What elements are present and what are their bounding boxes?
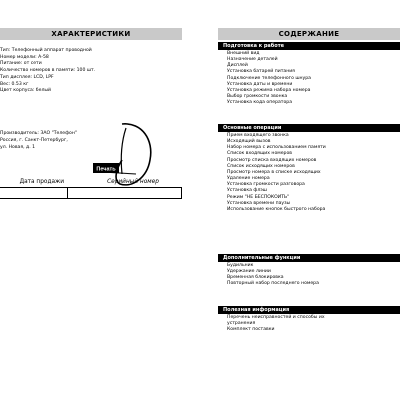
contents-item: Удержание линии — [227, 269, 271, 275]
contents-item: Установка громкости разговора — [227, 182, 305, 188]
contents-item: Комплект поставки — [227, 327, 275, 333]
serial-number-label: Серийный номер — [107, 179, 159, 185]
contents-item: Дисплей — [227, 63, 248, 69]
spec-line: Питание: от сети — [0, 61, 42, 67]
section-preparation — [218, 42, 400, 106]
contents-item: Исходящий вызов — [227, 139, 271, 145]
contents-item: Режим "НЕ БЕСПОКОИТЬ" — [227, 194, 290, 200]
contents-item: Просмотр списка входящих номеров — [227, 157, 317, 163]
contents-item: Просмотр номера в списке исходящих — [227, 169, 321, 175]
contents-item: Использование кнопок быстрого набора — [227, 206, 326, 212]
contents-item: Установка режима набора номера — [227, 87, 311, 93]
section-items — [218, 50, 400, 106]
characteristics-header: ХАРАКТЕРИСТИКИ — [0, 28, 182, 40]
contents-header: СОДЕРЖАНИЕ — [218, 28, 400, 40]
spec-line: Количество номеров в памяти: 100 шт. — [0, 68, 96, 74]
contents-item: Будильник — [227, 263, 254, 268]
section-title: Подготовка к работе — [218, 42, 400, 50]
contents-item: Временная блокировка — [227, 275, 284, 281]
section-items — [218, 314, 400, 333]
sale-date-field — [0, 187, 68, 199]
left-column — [0, 28, 185, 218]
contents-item: Удаление номера — [227, 176, 270, 182]
contents-item: Установка даты и времени — [227, 81, 293, 87]
contents-item: Назначение деталей — [227, 57, 278, 63]
section-extra-functions — [218, 254, 400, 288]
section-basic-operations — [218, 124, 400, 213]
contents-item: Повторный набор последнего номера — [227, 281, 319, 287]
contents-item: Выбор громкости звонка — [227, 94, 288, 100]
section-title: Основные операции — [218, 124, 400, 132]
stamp-text: Печать — [96, 166, 116, 173]
spec-line: Тип: Телефонный аппарат проводной — [0, 48, 92, 53]
vendor-line: Производитель: ЗАО "Телефон" — [0, 131, 77, 136]
section-title: Полезная информация — [218, 306, 400, 314]
vendor-info — [0, 131, 90, 151]
vendor-line: Россия, г. Санкт-Петербург, — [0, 137, 68, 143]
section-items — [218, 132, 400, 213]
section-title: Дополнительные функции — [218, 254, 400, 262]
contents-item: Подключение телефонного шнура — [227, 75, 311, 81]
specs-list — [0, 48, 182, 95]
contents-item: Установка батарей питания — [227, 69, 295, 75]
contents-item: Внешний вид — [227, 51, 260, 56]
section-items — [218, 262, 400, 288]
section-useful-info — [218, 306, 400, 333]
contents-item: Установка времени паузы — [227, 200, 291, 206]
contents-item: Список исходящих номеров — [227, 163, 295, 169]
contents-item: Установка флэш — [227, 188, 267, 194]
contents-item: устранения — [227, 321, 256, 327]
spec-line: Номер модели: А-58 — [0, 54, 49, 60]
sale-date-label: Дата продажи — [19, 179, 64, 185]
contents-item: Прием входящего звонка — [227, 133, 289, 138]
spec-line: Вес: 0.53 кг — [0, 81, 29, 87]
spec-line: Цвет корпуса: белый — [0, 88, 52, 94]
contents-item: Перечень неисправностей и способы их — [227, 315, 325, 320]
serial-number-field — [67, 187, 182, 199]
contents-item: Набор номера с использованием памяти — [227, 145, 326, 151]
contents-item: Список входящих номеров — [227, 151, 292, 157]
vendor-line: ул. Новая, д. 1 — [0, 144, 36, 150]
spec-line: Тип дисплея: LCD, LPF — [0, 74, 54, 80]
contents-item: Установка кода оператора — [227, 100, 293, 106]
